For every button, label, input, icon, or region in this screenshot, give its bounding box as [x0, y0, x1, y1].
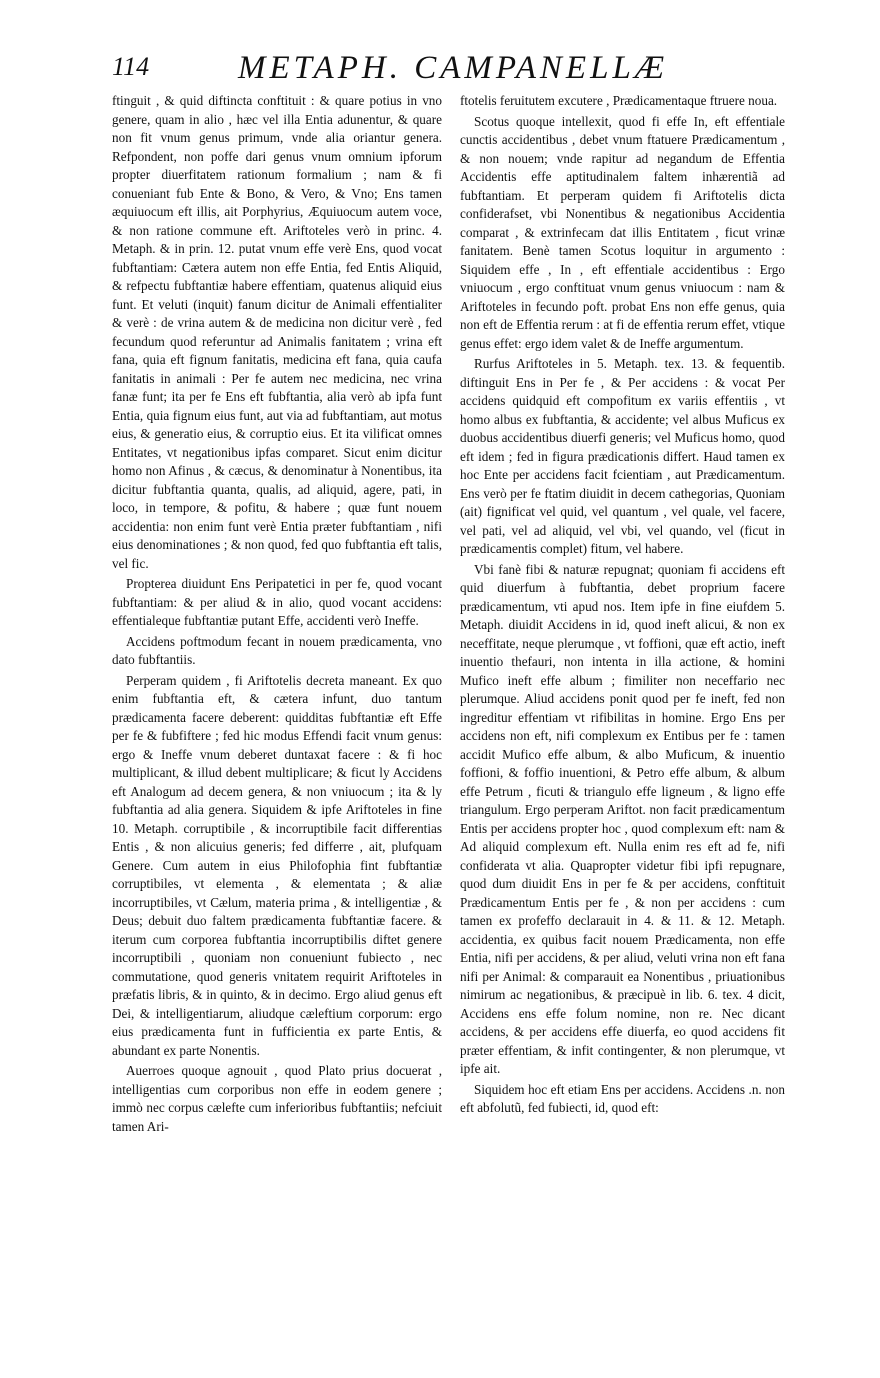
right-column	[460, 92, 785, 1120]
paragraph: Perperam quidem , fi Ariftotelis decreta maneant. Ex quo enim fubftantia eft, & cætera infunt, duo tantum prædicamenta facere deberent: quidditas fubftantiæ eft Effe per fe & fubfiftere ; fed hic modus Effendi facit vnum genus: ergo & Ineffe vnum deberet duntaxat facere : & fi hoc multiplicant, & illud debent multiplicare; & ficut ly Accidens eft Analogum ad decem genera, & non vniuocum ; ita & ly fubftantia ad alia genera. Siquidem & ipfe Ariftoteles in fine 10. Metaph. corruptibile , & incorruptibile facit differentias Entis , & non alicuius generis; fed differre , ait, plufquam Genere. Cum autem in eius Philofophia fint fubftantiæ corruptibiles, vt elementa , & elementata ; & aliæ incorruptibiles, vt Cælum, materia prima , & intelligentiæ , & Deus; debuit duo faltem prædicamenta fubftantiæ facere. & iterum cum corporea fubftantia incorruptibilis diftet genere incorruptibili , quoniam non conueniunt fubiecto , nec commutatione, quod generis vnitatem requirit Ariftoteles in præfatis libris, & in quinto, & in decimo. Ergo aliud genus eft Dei, & intelligentiarum, aliudque cæleftium corporum: ergo eius prædicamenta funt in fufficientia ex parte Entis, & abundant ex parte Nonentis.	[112, 672, 442, 1058]
running-title: METAPH. CAMPANELLÆ	[238, 50, 669, 86]
paragraph: ftinguit , & quid diftincta conftituit : & quare potius in vno genere, quam in alio , hæc vel illa Entia adunentur, & quare non fit vnum genus primum, vnde alia oriantur genera. Refpondent, non poffe dari genus vnum omnium ipforum propter diuerfitatem rationum formalium ; nam & fi conueniant fub Ente & Bono, & Vero, & Vno; Ens tamen æquiuocum eft illis, ait Porphyrius, Æquiuocum autem voce, & non ratione commune eft. Ariftoteles verò in princ. 4. Metaph. & in prin. 12. putat vnum effe verè Ens, quod vocat fubftantiam: Cætera autem non effe Entia, fed Entis Aliquid, & refpectu fubftantiæ habere effentiam, quatenus aliquid eius funt. Et veluti (inquit) fanum dicitur de Animali effentialiter & verè : de vrina autem & de medicina non dicitur verè , fed fecundum quod referuntur ad Animalis fanitatem ; vrina eft fana, quia eft fignum fanitatis, medicina eft fana, quia caufa fanitatis in animali : Per fe autem nec medicina, nec vrina fanæ funt; ita per fe Ens eft fubftantia, alia verò ab ipfa funt Entia, quia fignum eius funt, aut via ad fubftantiam, aut motus eius, & generatio eius, & corruptio eius. Et ita vilificat omnes Entitates, vt negationibus ipfas comparet. Sicut enim dicitur homo non Afinus , & cæcus, & denominatur à Nonentibus, ita dicitur fubftantia quanta, qualis, ad aliquid, agere, pati, in loco, in tempore, & pofitu, & habere ; quæ funt nouem accidentia: non enim funt verè Entia præter fubftantiam , nifi eius denominationes ; & non quod, fed quo fubftantia eft talis, vel fic.	[112, 93, 442, 571]
paragraph: Propterea diuidunt Ens Peripatetici in per fe, quod vocant fubftantiam: & per aliud & in alio, quod vocant accidens: effentialeque fubftantiæ putant Effe, accidenti verò Ineffe.	[112, 576, 442, 628]
paragraph: Accidens poftmodum fecant in nouem prædicamenta, vno dato fubftantiis.	[112, 633, 442, 667]
paragraph: Auerroes quoque agnouit , quod Plato prius docuerat , intelligentias cum corporibus non effe in eodem genere ; immò nec corpus cælefte cum inferioribus fubftantiis; nefciuit tamen Ari-	[112, 1063, 442, 1134]
page-number: 114	[112, 52, 150, 81]
paragraph: ftotelis feruitutem excutere , Prædicamentaque ftruere noua.	[460, 93, 778, 108]
paragraph: Rurfus Ariftoteles in 5. Metaph. tex. 13. & fequentib. diftinguit Ens in Per fe , & Per accidens : & vocat Per accidens quidquid eft compofitum ex variis effentiis , vt homo albus ex fubftantia, & accidente; vel albus Muficus ex duobus accidentibus diuerfi generis; vel Muficus homo, quod eft idem ; fed in figura prædicationis differt. Haud tamen ex hoc Ente per accidens facit fcientiam , aut Prædicamentum. Ens verò per fe ftatim diuidit in decem cathegorias, Quoniam (ait) fignificat vel quid, vel quantum , vel quale, vel facere, vel pati, vel ad aliquid, vel vbi, vel quando, vel (ficut in prædicamentis complet) fitum, vel habere.	[460, 356, 785, 556]
paragraph: Siquidem hoc eft etiam Ens per accidens. Accidens .n. non eft abfolutũ, fed fubiecti, id, quod eft:	[460, 1081, 785, 1115]
paragraph: Vbi fanè fibi & naturæ repugnat; quoniam fi accidens eft quid diuerfum à fubftantia, debet proprium facere prædicamentum, vti apud nos. Item ipfe in fine eiufdem 5. Metaph. diuidit Accidens in id, quod ineft alicui, & non ex neceffitate, neque plerumque , vt foffioni, quæ eft actio, ineft inuentio thefauri, non intenta in illa actione, & homini Mufico ineft effe album ; fimiliter non neceffario nec plerumque. Aliud accidens ponit quod per fe ineft, fed non ingreditur effentiam vt rifibilitas in homine. Ergo Ens per accidens non eft, nifi complexum ex Entibus per fe : tamen accidit Mufico effe album, & albo Muficum, & inuentio foffioni, & foffio inuentioni, & Petro effe album, & album effe Petrum , ficuti & triangulo effe ligneum , & ligno effe triangulum. Ergo perperam Ariftot. non facit prædicamentum Entis per accidens propter hoc , quod complexum eft: nam & Ad aliquid complexum eft. Nulla enim res eft ad fe, nifi confiderata vt alia. Quapropter videtur fibi ipfi repugnare, quod dum diuidit Ens in per fe & per accidens, conftituit Prædicamentum Entis per fe , & non per accidens : cum tamen ex profeffo declarauit in 4. & 11. & 12. Metaph. accidentia, ex quibus facit nouem Prædicamenta, non effe Entia, nifi per accidens, & per aliud, veluti vrina non eft fana nifi per Animal: & comparauit ea Nonentibus , priuationibus nimirum ac negationibus, & præcipuè in lib. 6. tex. 4 dicit, Accidens ens effe folum nomine, non re. Nec dicant accidens, & per accidens effe diuerfa, eo quod accidens fit præter effentiam, & infit contingenter, & non plerumque, vt ipfe ait.	[460, 561, 785, 1076]
paragraph: Scotus quoque intellexit, quod fi effe In, eft effentiale cunctis accidentibus , debet vnum ftatuere Prædicamentum , & non nouem; vnde rapitur ad negandum de Effentia Accidentis effe aptitudinalem faltem inhærentiã ad fubftantiam. Et perperam quidem fi Ariftotelis dicta confiderafset, vbi Nonentibus & negationibus Accidentia comparat , & extrinfecam dat illis Entitatem , ficut vrinæ fanitatem. Benè tamen Scotus loquitur in argumento : Siquidem effe , In , eft effentiale accidentibus : Ergo vniuocum , ergo conftituat vnum genus vniuocum : nam & Ariftoteles in fecundo poft. probat Ens non effe genus, quia non eft de Effentia rerum : at fi de effentia rerum effet, vtique genus effet: ergo idem valet & de Ineffe argumentum.	[460, 113, 785, 351]
left-column	[112, 92, 442, 1138]
